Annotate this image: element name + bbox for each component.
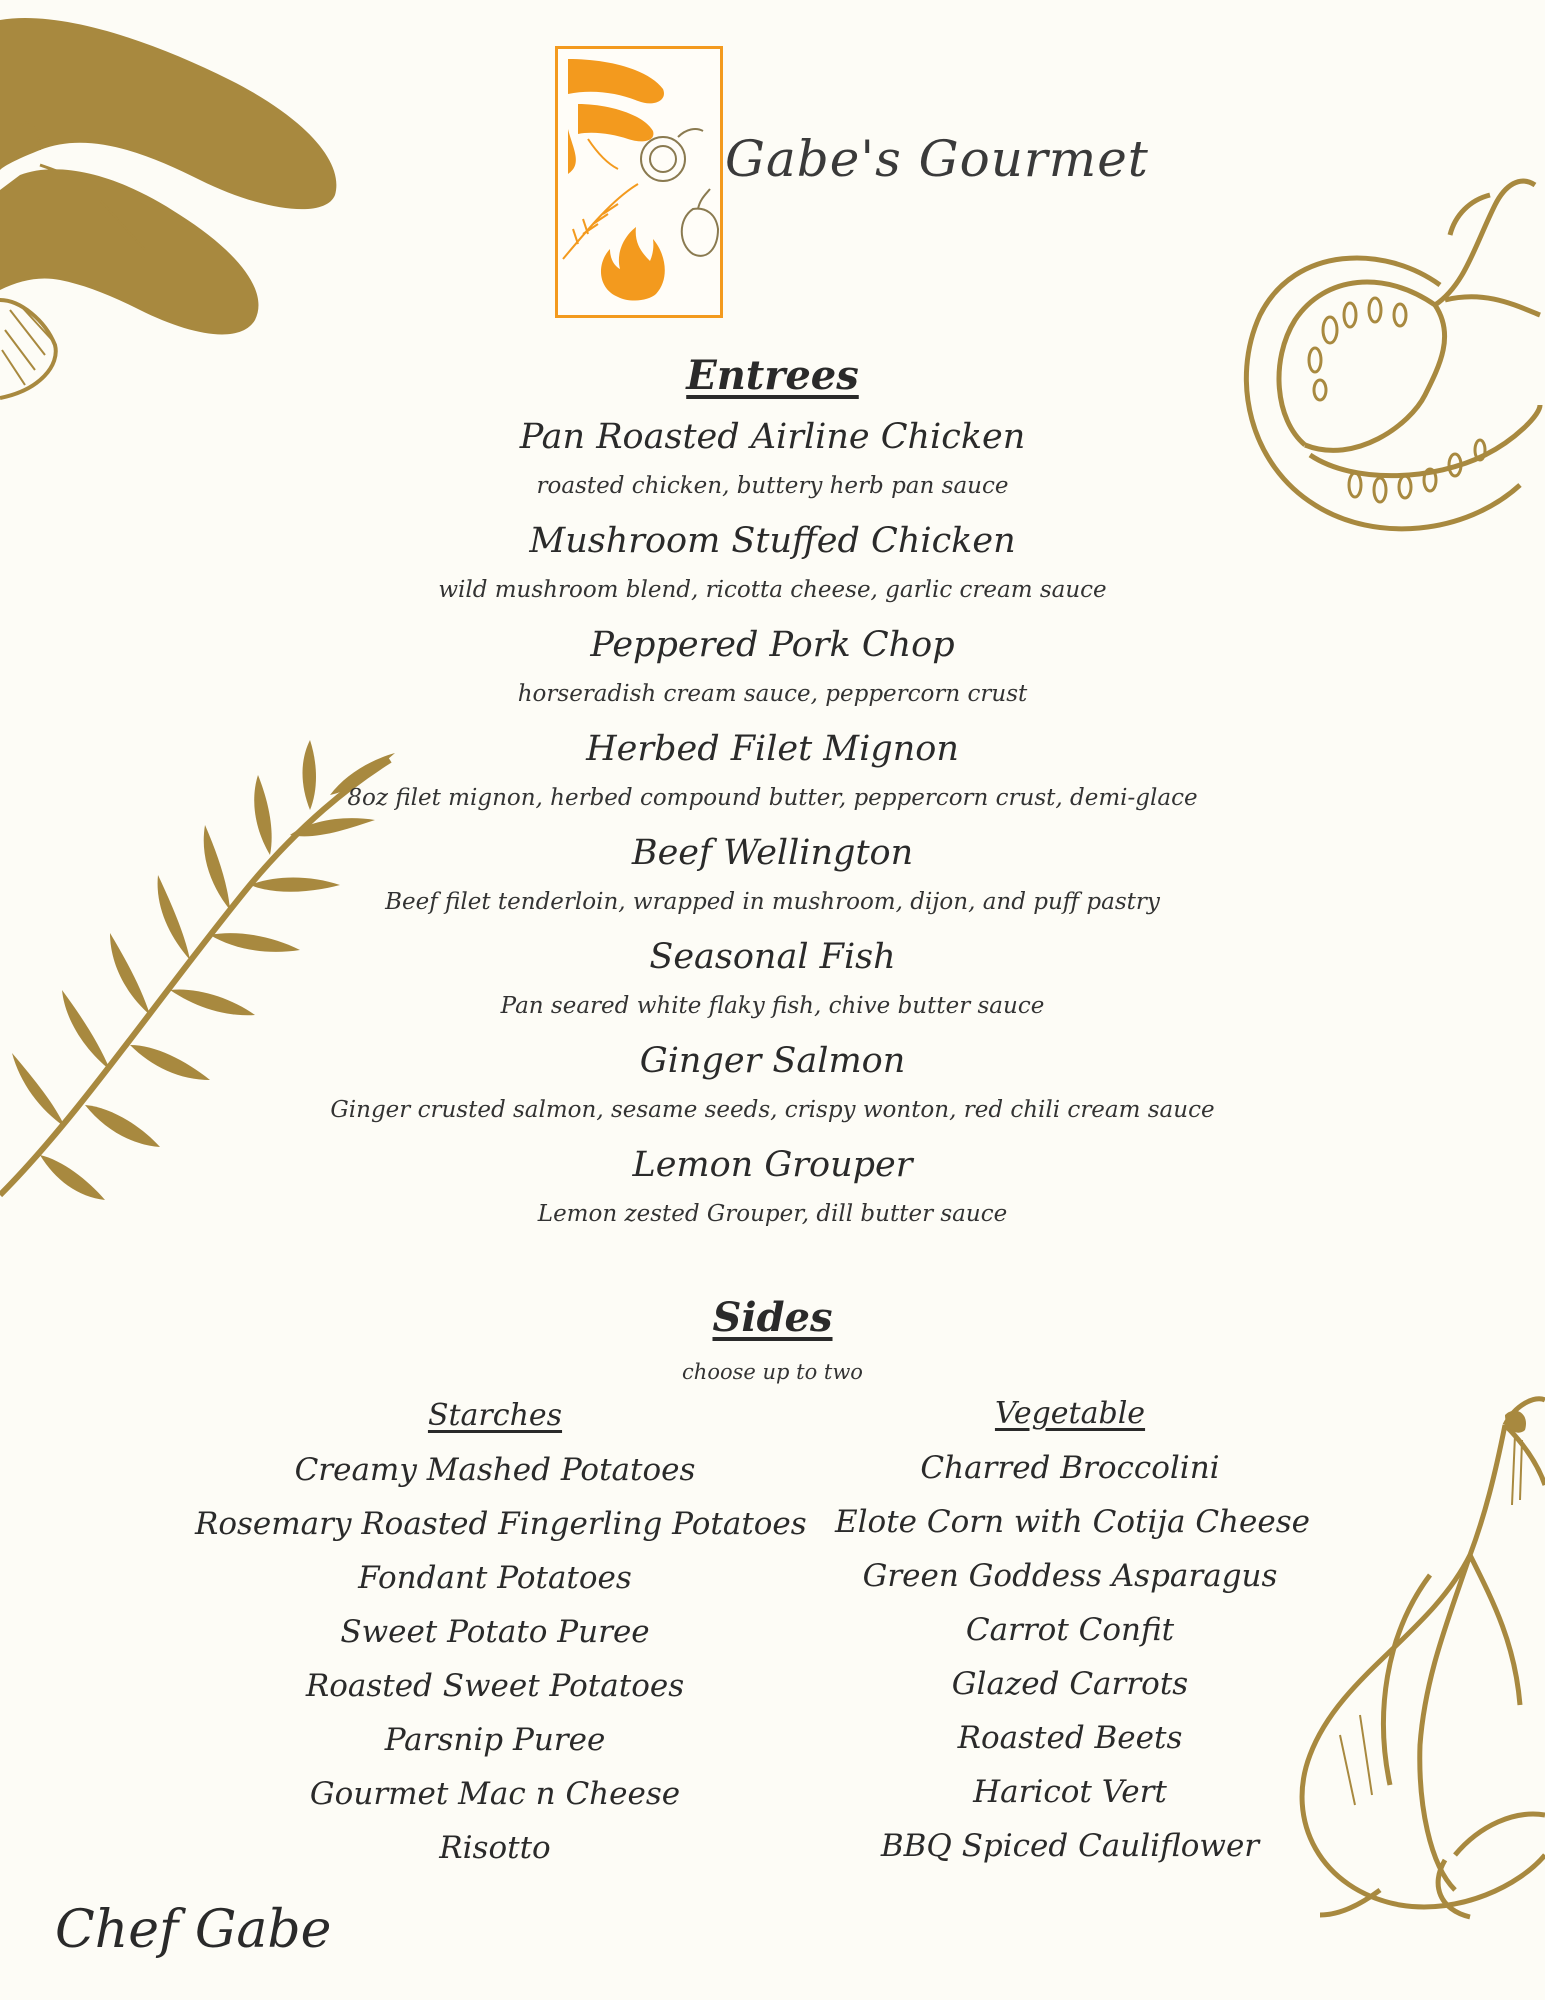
starches-heading: Starches [427,1398,563,1433]
entree-name: Mushroom Stuffed Chicken [529,521,1016,561]
side-item: BBQ Spiced Cauliflower [880,1828,1260,1864]
side-item: Fondant Potatoes [358,1560,632,1596]
brand-name: Gabe's Gourmet [725,130,1149,188]
mushroom-illustration [0,0,360,410]
entree-item [0,521,1545,603]
entree-desc: Lemon zested Grouper, dill butter sauce [537,1201,1008,1227]
side-item: Roasted Sweet Potatoes [305,1668,685,1704]
entree-name: Ginger Salmon [639,1041,906,1081]
flame-icon [601,227,665,301]
side-item: Haricot Vert [973,1774,1167,1810]
entree-desc: horseradish cream sauce, peppercorn crust [517,681,1028,707]
side-item: Sweet Potato Puree [340,1614,650,1650]
sides-subtitle: choose up to two [682,1360,863,1384]
entrees-title: Entrees [686,352,859,399]
entree-item [0,833,1545,915]
entree-desc: Ginger crusted salmon, sesame seeds, crispy wonton, red chili cream sauce [330,1097,1215,1123]
entree-name: Beef Wellington [631,833,914,873]
side-item: Green Goddess Asparagus [862,1558,1278,1594]
entree-desc: 8oz filet mignon, herbed compound butter, peppercorn crust, demi-glace [347,785,1198,811]
entree-desc: wild mushroom blend, ricotta cheese, garlic cream sauce [438,577,1107,603]
entree-item [0,729,1545,811]
vegetable-column [835,1396,1310,1873]
starches-column [195,1398,807,1875]
entree-name: Herbed Filet Mignon [586,729,959,769]
side-item: Risotto [439,1830,551,1866]
side-item: Roasted Beets [957,1720,1183,1756]
logo-food-illustration [558,49,720,315]
entree-item [0,625,1545,707]
garlic-illustration [1280,1385,1545,1920]
entrees-header [0,352,1545,399]
side-item: Charred Broccolini [920,1450,1220,1486]
side-item: Elote Corn with Cotija Cheese [835,1504,1310,1540]
entree-desc: Beef filet tenderloin, wrapped in mushroom, dijon, and puff pastry [385,889,1160,915]
sides-subtitle-wrap [0,1360,1545,1384]
entree-item [0,1041,1545,1123]
sides-title: Sides [712,1294,833,1341]
side-item: Parsnip Puree [384,1722,606,1758]
sides-header [0,1294,1545,1341]
entree-name: Lemon Grouper [632,1145,913,1185]
entree-desc: Pan seared white flaky fish, chive butter sauce [500,993,1045,1019]
entree-name: Peppered Pork Chop [590,625,955,665]
entree-desc: roasted chicken, buttery herb pan sauce [536,473,1009,499]
side-item: Gourmet Mac n Cheese [309,1776,681,1812]
entree-name: Pan Roasted Airline Chicken [519,417,1026,457]
vegetable-heading: Vegetable [994,1396,1146,1431]
chef-signature: Chef Gabe [55,1900,332,1960]
entree-item [0,937,1545,1019]
side-item: Creamy Mashed Potatoes [294,1452,696,1488]
entree-name: Seasonal Fish [649,937,896,977]
side-item: Glazed Carrots [951,1666,1189,1702]
side-item: Rosemary Roasted Fingerling Potatoes [195,1506,807,1542]
side-item: Carrot Confit [965,1612,1175,1648]
logo [555,46,723,318]
entree-item [0,1145,1545,1227]
entree-item [0,417,1545,499]
